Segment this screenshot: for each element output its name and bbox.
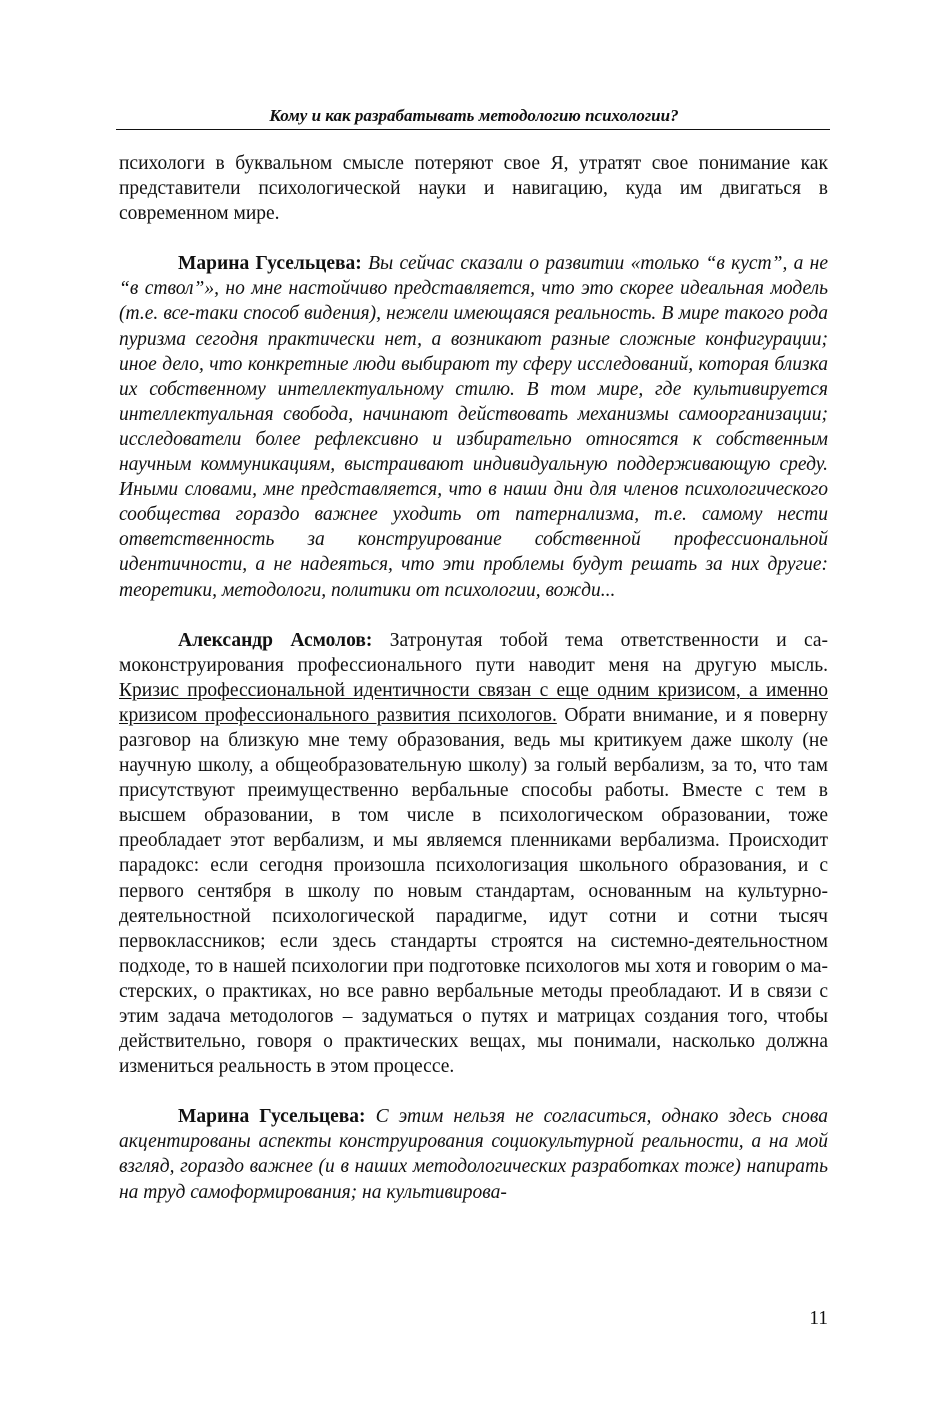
speech-text: С этим нельзя не согласиться, однако здесь снова акцентированы аспекты конструирования социокультурной реальности, а на мой взгляд, гораздо важнее (и в наших методологических разработках тоже) напирать на труд самоформирования; на культивирова- [119,1106,829,1203]
speech-text: Вы сейчас сказали о развитии «только “в куст”, а не “в ствол”», но мне настойчиво представляется, что это скорее идеальная модель (т.е. все-таки способ видения), нежели имеющаяся реальность. В мире такого рода пуризма сегодня практически нет, а возникают разные сложные конфигурации; иное дело, что конкретные люди выбирают ту сферу исследований, которая близка их собственному интеллектуальному стилю. В том мире, где культивируется интеллектуальная свобода, начинают действовать механизмы самоорганизации; исследователи более рефлексивно и избирательно относятся к собственным научным коммуникациям, выстраивают индивидуальную поддерживающую среду. Иными словами, мне представляется, что в наши дни для членов психологического сообщества гораздо важнее уходить от патернализма, т.е. самому нести ответственность за конструирование собственной профессиональной идентичности, а не надеяться, что эти проблемы будут решать за них другие: теоретики, методологи, политики от психологии, вожди... [119,253,829,601]
text-body [119,151,828,1205]
page-number: 11 [809,1308,828,1329]
header-rule [116,129,830,130]
speaker-name: Александр Асмолов: [178,629,373,651]
paragraph-guseltseva-1 [119,251,828,602]
speaker-name: Марина Гусельцева: [178,1106,366,1128]
speech-text: Обрати внимание, и я поверну разговор на близкую мне тему образования, ведь мы критикуем даже школу (не научную школу, а общеобразовательную школу) за голый вербализм, за то, что там присутствуют преимущественно вербальные способы работы. Вместе с тем в высшем образовании, в том числе в психологическом образовании, тоже преобладает этот вербализм, и мы являемся пленниками вербализма. Происходит парадокс: если сегодня произошла психологизация школьного образования, и с первого сентября в школу по новым стандартам, основанным на культурно-деятельностной психологической парадигме, идут сотни и сотни тысяч первоклассников; если здесь стандарты строятся на системно-деятельностном подходе, то в нашей психологии при подготовке психологов мы хотя и говорим о мастерских, о практиках, но все равно вербальные методы преобладают. И в связи с этим задача методологов – задуматься о путях и матрицах создания того, чтобы действительно, говоря о практических вещах, мы понимали, насколько должна измениться реальность в этом процессе. [119,704,828,1078]
paragraph-continuation: психологи в буквальном смысле потеряют свое Я, утратят свое понимание как представители психологической науки и навигацию, куда им двигаться в современном мире. [119,153,828,225]
speaker-name: Марина Гусельцева: [178,253,362,275]
underlined-statement: Кризис профессиональной идентичности связан с еще одним кризисом, а именно кризисом профессионального развития психологов. [119,679,828,726]
paragraph-guseltseva-2 [119,1104,828,1204]
speech-text: Затронутая тобой тема ответственности и самоконструирования профессионального пути наводит меня на другую мысль. [119,629,829,676]
running-title: Кому и как разрабатывать методологию психологии? [269,106,679,125]
paragraph-asmolov [119,628,828,1080]
